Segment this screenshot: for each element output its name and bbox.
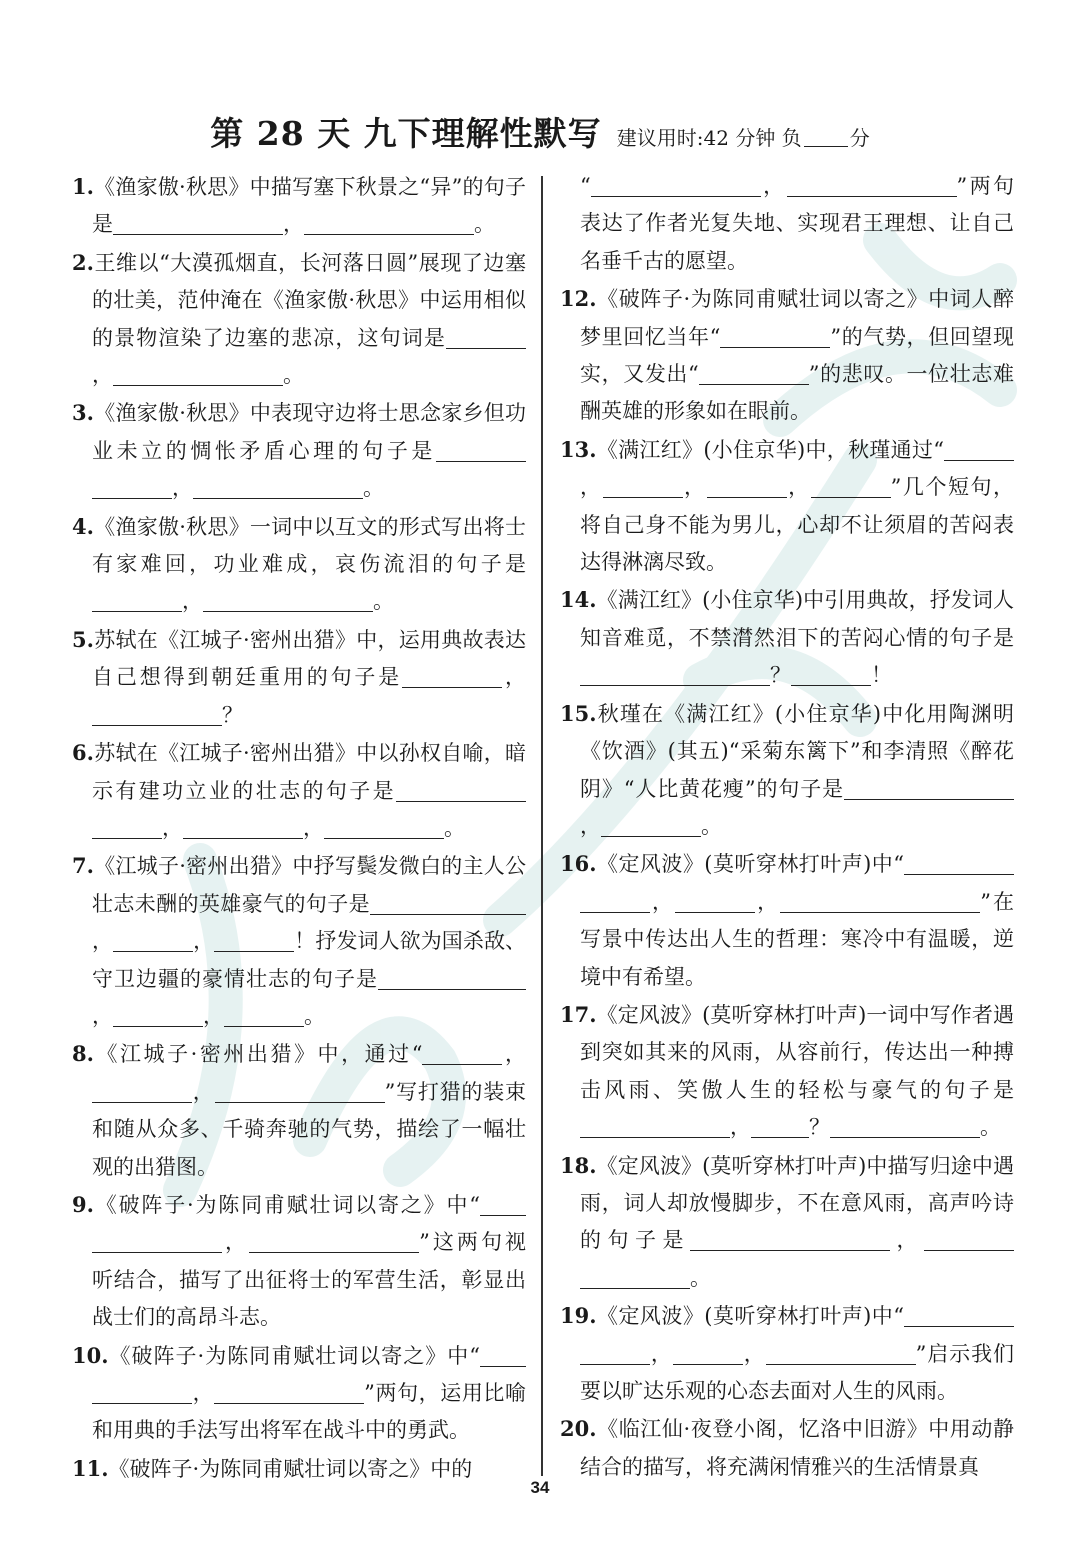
question-text: ”的气势，但回望现实，又发出“ [580, 324, 1014, 387]
answer-blank[interactable] [751, 1117, 809, 1138]
punct: ， [650, 889, 676, 914]
question-text: 秋瑾在《满江红》(小住京华)中化用陶渊明《饮酒》(其五)“采菊东篱下”和李清照《醉花阴》“人比黄花瘦”的句子是 [580, 701, 1014, 801]
punct: 。 [474, 212, 495, 237]
punct: ！ [871, 663, 892, 688]
punct: ？ [770, 663, 791, 688]
question-text: 《破阵子·为陈同甫赋壮词以寄之》中“ [108, 1343, 480, 1368]
punct: ， [192, 1079, 215, 1104]
question-1 [72, 168, 526, 244]
question-9 [72, 1186, 526, 1337]
question-text: ”在写景中传达出人生的哲理：寒冷中有温暖，逆境中有希望。 [580, 889, 1015, 989]
answer-blank[interactable] [904, 1306, 1014, 1327]
question-text: ”几个短句，将自己身不能为男儿，心却不让须眉的苦闷表达得淋漓尽致。 [580, 475, 1015, 575]
punct: 。 [444, 815, 465, 840]
answer-blank[interactable] [580, 1117, 660, 1138]
page-subtitle [617, 126, 870, 150]
question-text: ”两句表达了作者光复失地、实现君王理想、让自己名垂千古的愿望。 [580, 174, 1014, 273]
punct: ， [193, 929, 215, 954]
question-text: 《满江红》(小住京华)中，秋瑾通过“ [596, 437, 944, 462]
answer-blank[interactable] [92, 818, 162, 839]
question-text: 《定风波》(莫听穿林打叶声)中“ [596, 852, 904, 877]
answer-blank[interactable] [603, 477, 683, 498]
answer-blank[interactable] [304, 214, 474, 235]
question-number: 5. [72, 626, 94, 652]
answer-blank[interactable] [92, 705, 222, 726]
answer-blank[interactable] [92, 1232, 222, 1253]
answer-blank[interactable] [480, 1195, 526, 1216]
answer-blank[interactable] [436, 441, 526, 462]
punct: 。 [304, 1003, 325, 1028]
answer-blank[interactable] [214, 1383, 364, 1404]
question-text: 写打猎的装束和随从众多、千骑奔驰的气势，描绘了一幅壮观的出猎图。 [92, 1079, 526, 1179]
question-number: 17. [560, 1001, 597, 1027]
punct: ？ [809, 1115, 830, 1140]
question-number: 10. [72, 1342, 109, 1368]
punct: ， [162, 815, 183, 840]
answer-blank[interactable] [193, 478, 363, 499]
answer-blank[interactable] [601, 816, 701, 837]
question-7 [72, 847, 526, 1035]
question-text: ！抒发词人欲为国杀敌、守卫边疆的豪情壮志的句子是 [92, 929, 527, 991]
answer-blank[interactable] [904, 854, 1014, 875]
answer-blank[interactable] [224, 1006, 304, 1027]
punct: ， [203, 1003, 224, 1028]
question-number: 1. [72, 174, 94, 199]
question-number: 16. [560, 851, 597, 877]
question-8 [72, 1035, 526, 1186]
question-text: 《江城子·密州出猎》中，通过“ [93, 1042, 423, 1067]
answer-blank[interactable] [113, 214, 283, 235]
answer-blank[interactable] [422, 1044, 502, 1065]
question-text: 王维以“大漠孤烟直，长河落日圆”展现了边塞的壮美，范仲淹在《渔家傲·秋思》中运用相似的景物渲染了边塞的悲凉，这句词是 [92, 250, 526, 350]
question-text: 《定风波》(莫听穿林打叶声)中“ [596, 1304, 904, 1329]
punct: 。 [363, 476, 384, 501]
answer-blank[interactable] [480, 894, 526, 915]
question-text: 《渔家傲·秋思》一词中以互文的形式写出将士有家难回，功业难成，哀伤流泪的句子是 [92, 514, 526, 577]
punct: ， [650, 1341, 673, 1366]
question-text: 《满江红》(小住京华)中引用典故，抒发词人知音难觅，不禁潸然泪下的苦闷心情的句子是 [580, 588, 1014, 650]
punct: ， [580, 813, 601, 838]
question-number: 19. [560, 1303, 597, 1329]
answer-blank[interactable] [591, 176, 761, 197]
punct: ， [283, 212, 304, 237]
question-text: 《渔家傲·秋思》中描写塞下秋景之“异”的句子是 [92, 175, 526, 237]
question-number: 3. [72, 400, 94, 426]
question-number: 4. [72, 513, 94, 539]
punct: ， [92, 1003, 113, 1028]
answer-blank[interactable] [580, 665, 770, 686]
question-number: 14. [560, 587, 597, 613]
answer-blank[interactable] [580, 892, 650, 913]
question-10 [72, 1337, 526, 1450]
answer-blank[interactable] [699, 364, 809, 385]
question-text: ”两句，运用比喻和用典的手法写出将军在战斗中的勇武。 [92, 1381, 526, 1443]
question-2 [72, 244, 526, 395]
punct: ， [92, 929, 114, 954]
answer-blank[interactable] [580, 1268, 690, 1289]
question-12 [560, 280, 1014, 431]
answer-blank[interactable] [113, 1006, 203, 1027]
question-number: 8. [72, 1041, 94, 1067]
question-text: 苏轼在《江城子·密州出猎》中，运用典故表达自己想得到朝廷重用的句子是 [92, 627, 526, 690]
answer-blank[interactable] [203, 591, 373, 612]
answer-blank[interactable] [675, 892, 755, 913]
question-number: 11. [72, 1455, 109, 1481]
punct: ， [730, 1115, 751, 1140]
question-text: 《渔家傲·秋思》中表现守边将士思念家乡但功业未立的惆怅矛盾心理的句子是 [92, 401, 526, 463]
punct: ， [92, 363, 113, 388]
punct: “ [580, 174, 591, 198]
answer-blank[interactable] [215, 1082, 385, 1103]
question-11-continued [560, 168, 1014, 280]
answer-blank[interactable] [249, 1232, 419, 1253]
answer-blank[interactable] [113, 365, 283, 386]
question-text: 《破阵子·为陈同甫赋壮词以寄之》中的 [108, 1456, 473, 1481]
score-unit: 分 [849, 126, 870, 150]
answer-blank[interactable] [766, 1344, 916, 1365]
question-number: 15. [560, 700, 597, 726]
question-number: 12. [560, 286, 597, 312]
question-text: 《临江仙·夜登小阁，忆洛中旧游》中用动静结合的描写，将充满闲情雅兴的生活情景真 [580, 1417, 1014, 1479]
punct: 。 [690, 1265, 711, 1290]
question-20 [560, 1410, 1014, 1486]
question-number: 20. [560, 1416, 597, 1442]
suggested-time-label: 建议用时:42 分钟 负 [616, 126, 802, 150]
answer-blank[interactable] [720, 327, 830, 348]
punct: ， [682, 475, 707, 500]
question-15 [560, 695, 1014, 846]
punct: 。 [283, 363, 304, 388]
right-column [560, 168, 1014, 1486]
question-number: 18. [560, 1152, 597, 1178]
punct: ” [384, 1079, 396, 1104]
question-5 [72, 621, 526, 734]
answer-blank[interactable] [924, 1230, 1014, 1251]
answer-blank[interactable] [183, 818, 303, 839]
question-17 [560, 996, 1014, 1147]
page-title: 第 28 天 九下理解性默写 [210, 114, 602, 153]
question-16 [560, 845, 1014, 996]
punct: ， [760, 174, 787, 198]
answer-blank[interactable] [844, 779, 1014, 800]
answer-blank[interactable] [370, 894, 480, 915]
answer-blank[interactable] [446, 328, 526, 349]
question-text: 《破阵子·为陈同甫赋壮词以寄之》中词人醉梦里回忆当年“ [580, 287, 1014, 349]
answer-blank[interactable] [780, 892, 980, 913]
punct: ？ [222, 702, 243, 727]
answer-blank[interactable] [92, 591, 182, 612]
question-number: 7. [72, 853, 94, 879]
punct: ， [502, 1042, 526, 1067]
answer-blank[interactable] [787, 176, 957, 197]
answer-blank[interactable] [791, 665, 871, 686]
punct: ， [192, 1381, 215, 1405]
left-column [72, 168, 526, 1488]
question-text: ”启示我们要以旷达乐观的心态去面对人生的风雨。 [580, 1341, 1014, 1403]
punct: ， [172, 476, 193, 501]
punct: 。 [980, 1115, 1001, 1140]
answer-blank[interactable] [92, 478, 172, 499]
question-6 [72, 734, 526, 847]
answer-blank[interactable] [396, 781, 526, 802]
answer-blank[interactable] [707, 477, 787, 498]
question-4 [72, 508, 526, 621]
answer-blank[interactable] [660, 1117, 730, 1138]
question-text: 苏轼在《江城子·密州出猎》中以孙权自喻，暗示有建功立业的壮志的句子是 [92, 741, 526, 803]
answer-blank[interactable] [690, 1230, 890, 1251]
answer-blank[interactable] [92, 1082, 192, 1103]
question-13 [560, 431, 1014, 582]
answer-blank[interactable] [214, 931, 294, 952]
answer-blank[interactable] [673, 1344, 743, 1365]
answer-blank[interactable] [402, 667, 502, 688]
question-number: 2. [72, 249, 94, 275]
punct: ， [502, 665, 527, 690]
punct: ， [182, 589, 203, 614]
answer-blank[interactable] [378, 969, 436, 990]
punct: ， [222, 1230, 250, 1255]
question-text: ”这两句视听结合，描写了出征将士的军营生活，彰显出战士们的高昂斗志。 [92, 1230, 526, 1330]
question-text: ”的悲叹。一位壮志难酬英雄的形象如在眼前。 [580, 362, 1014, 424]
answer-blank[interactable] [944, 440, 1014, 461]
punct: ， [755, 889, 781, 914]
answer-blank[interactable] [480, 1346, 526, 1367]
page-header [0, 108, 1080, 155]
question-text: 《定风波》(莫听穿林打叶声)一词中写作者遇到突如其来的风雨，从容前行，传达出一种搏击风雨、笑傲人生的轻松与豪气的句子是 [580, 1002, 1014, 1102]
punct: ， [303, 815, 324, 840]
question-14 [560, 581, 1014, 694]
punct: 。 [373, 589, 394, 614]
question-text: 《破阵子·为陈同甫赋壮词以寄之》中“ [93, 1192, 480, 1217]
answer-blank[interactable] [324, 818, 444, 839]
answer-blank[interactable] [92, 1383, 192, 1404]
answer-blank[interactable] [811, 477, 891, 498]
score-blank[interactable] [804, 146, 848, 147]
punct: ， [786, 475, 811, 500]
question-text: 《江城子·密州出猎》中抒写鬓发微白的主人公壮志未酬的英雄豪气的句子是 [92, 854, 526, 916]
punct: ， [890, 1228, 924, 1253]
question-18 [560, 1147, 1014, 1298]
punct: ， [742, 1341, 766, 1366]
answer-blank[interactable] [113, 931, 193, 952]
question-19 [560, 1297, 1014, 1410]
punct: 。 [701, 813, 722, 838]
answer-blank[interactable] [580, 1344, 650, 1365]
column-divider [541, 176, 543, 1476]
question-text: 《定风波》(莫听穿林打叶声)中描写归途中遇雨，词人却放慢脚步，不在意风雨，高声吟诗的句子是 [580, 1153, 1014, 1253]
answer-blank[interactable] [436, 969, 526, 990]
question-3 [72, 394, 526, 507]
punct: ， [580, 475, 603, 500]
question-number: 13. [560, 436, 597, 462]
answer-blank[interactable] [830, 1117, 980, 1138]
page-number: 34 [530, 1478, 550, 1497]
question-number: 6. [72, 740, 94, 766]
question-number: 9. [72, 1191, 94, 1217]
